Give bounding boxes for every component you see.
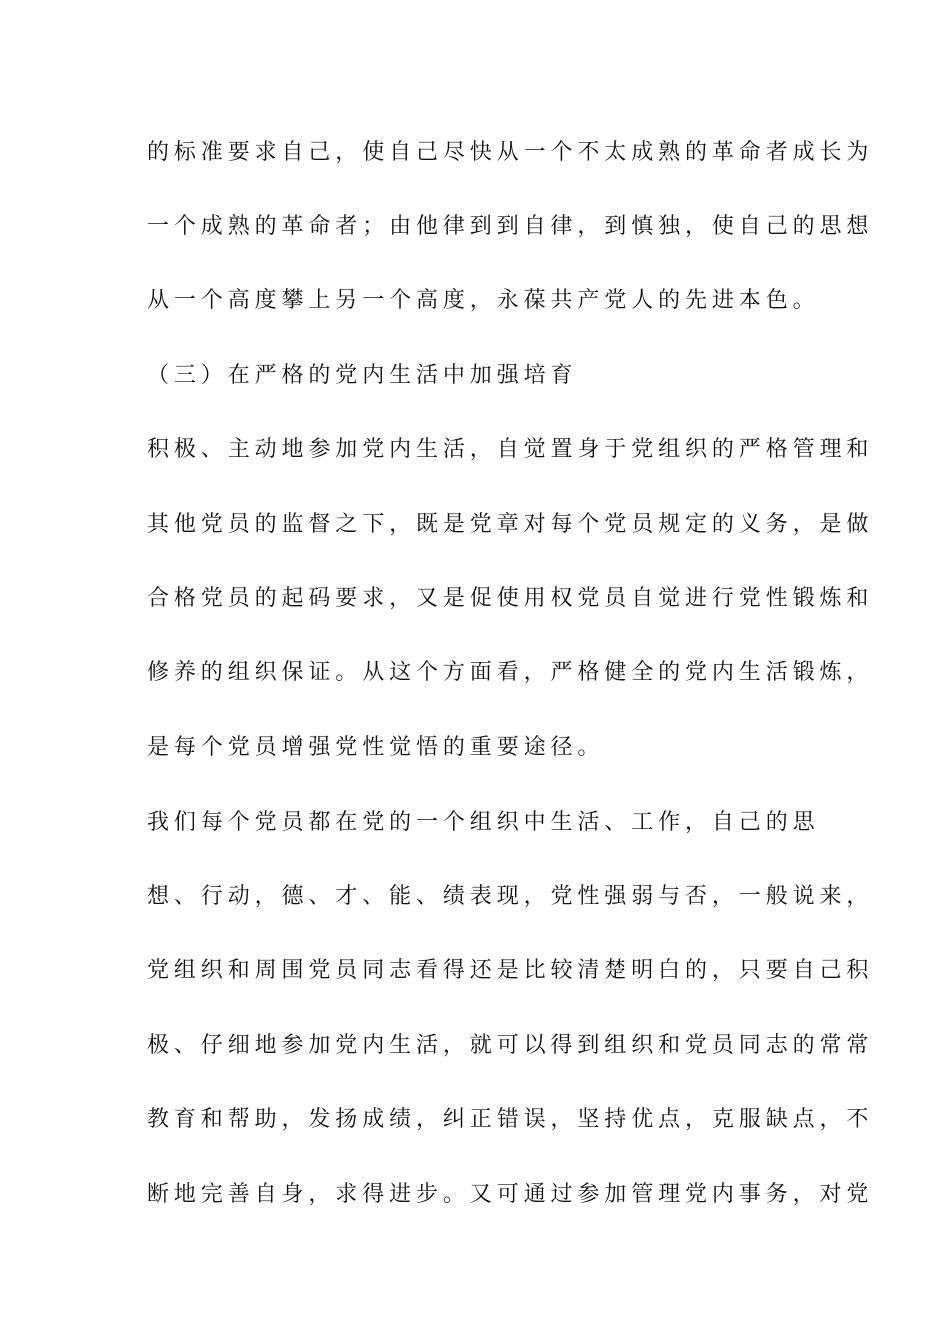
text-line: 其他党员的监督之下，既是党章对每个党员规定的义务，是做 <box>147 512 874 537</box>
text-line: 想、行动，德、才、能、绩表现，党性强弱与否，一般说来， <box>147 884 874 909</box>
text-line: 积极、主动地参加党内生活，自觉置身于党组织的严格管理和 <box>147 437 874 462</box>
text-line: 教育和帮助，发扬成绩，纠正错误，坚持优点，克服缺点，不 <box>147 1107 874 1132</box>
text-line: 我们每个党员都在党的一个组织中生活、工作，自己的思 <box>147 810 820 835</box>
text-line: 断地完善自身，求得进步。又可通过参加管理党内事务，对党 <box>147 1182 874 1207</box>
text-line: 从一个高度攀上另一个高度，永葆共产党人的先进本色。 <box>147 288 820 313</box>
text-line: 合格党员的起码要求，又是促使用权党员自觉进行党性锻炼和 <box>147 586 874 611</box>
text-line: 的标准要求自己，使自己尽快从一个不太成熟的革命者成长为 <box>147 140 874 165</box>
text-line: 修养的组织保证。从这个方面看，严格健全的党内生活锻炼， <box>147 660 874 685</box>
text-line: 是每个党员增强党性觉悟的重要途径。 <box>147 735 605 760</box>
text-line: 极、仔细地参加党内生活，就可以得到组织和党员同志的常常 <box>147 1033 874 1058</box>
section-heading: （三）在严格的党内生活中加强培育 <box>147 363 578 388</box>
text-line: 一个成熟的革命者；由他律到到自律，到慎独，使自己的思想 <box>147 214 874 239</box>
text-line: 党组织和周围党员同志看得还是比较清楚明白的，只要自己积 <box>147 958 874 983</box>
